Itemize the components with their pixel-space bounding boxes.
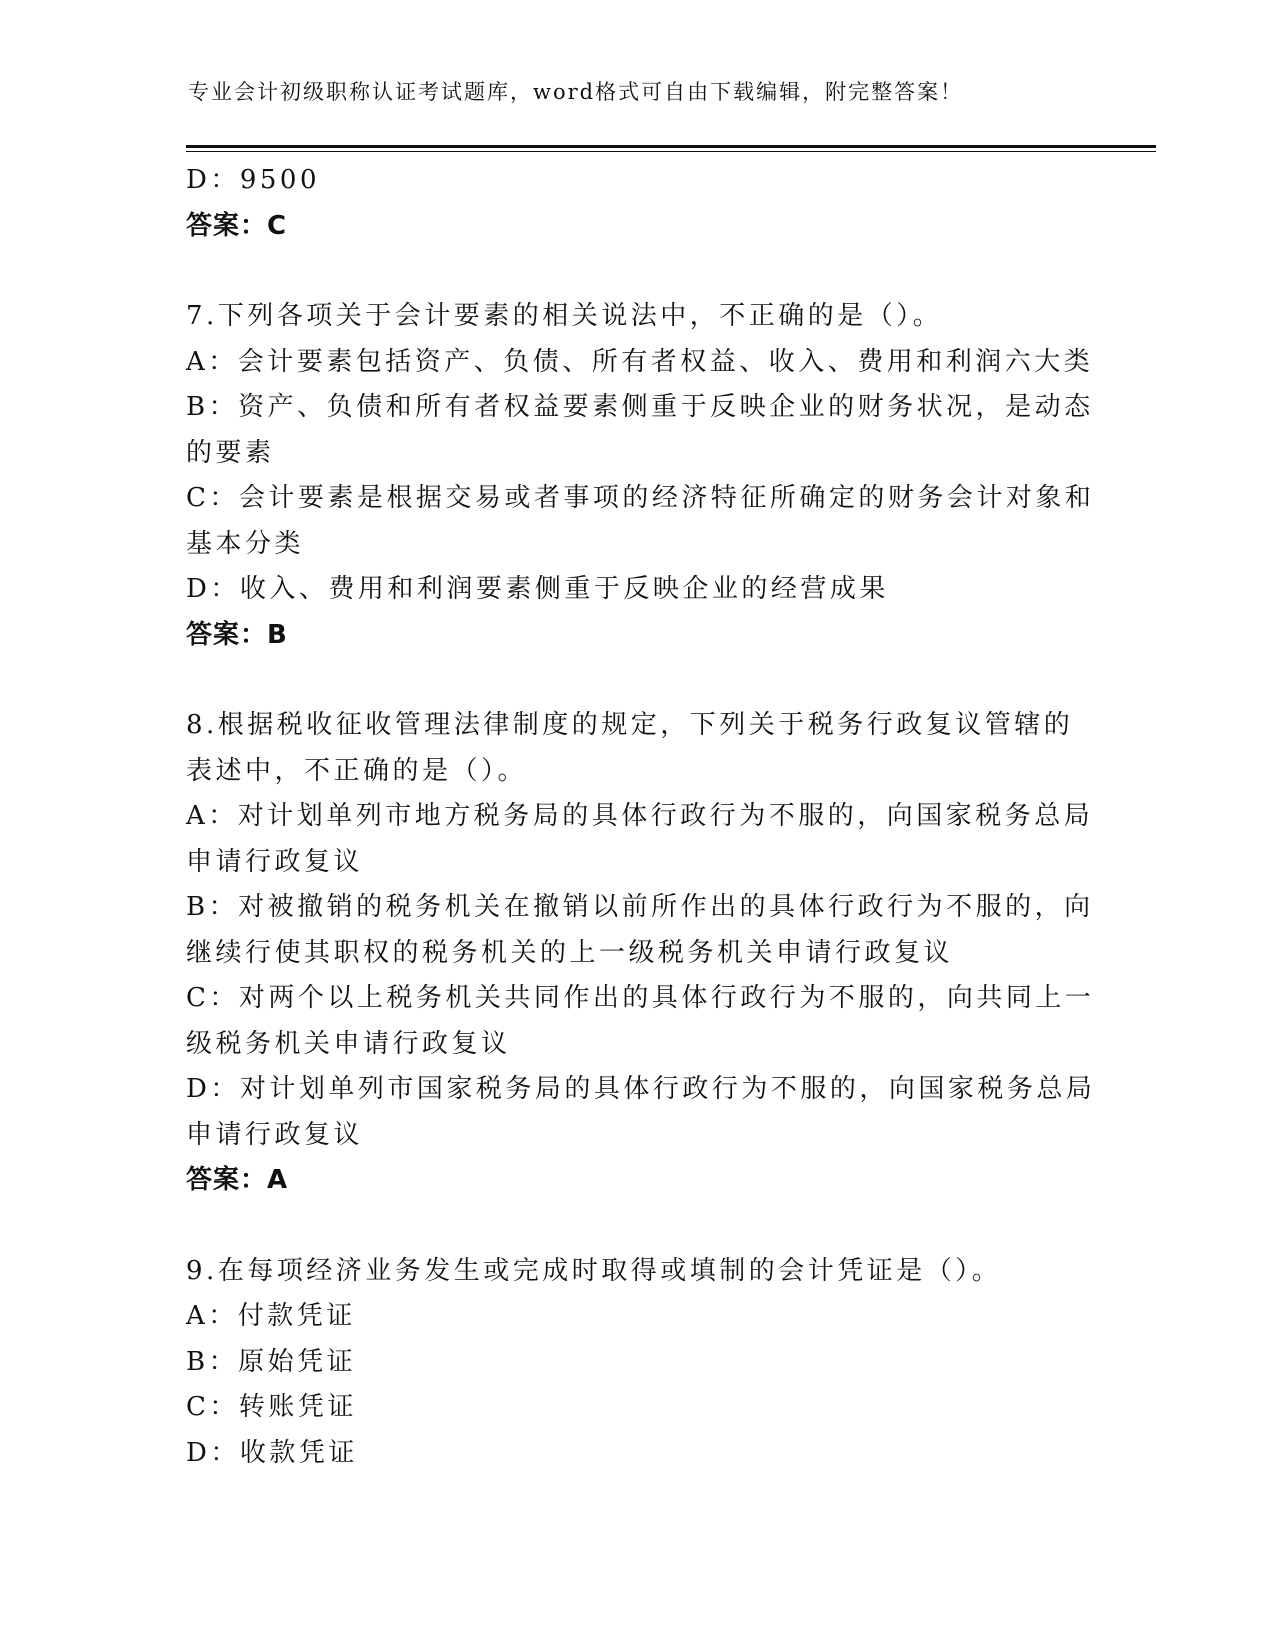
option-line: 基本分类 — [186, 528, 305, 559]
prev-answer: 答案：C — [186, 210, 288, 241]
spacer — [186, 1204, 1086, 1249]
option-line: 继续行使其职权的税务机关的上一级税务机关申请行政复议 — [186, 937, 954, 968]
option-line: C：会计要素是根据交易或者事项的经济特征所确定的财务会计对象和 — [186, 483, 1095, 513]
header-divider — [186, 145, 1156, 148]
question-stem-line: 9.在每项经济业务发生或完成时取得或填制的会计凭证是（）。 — [186, 1255, 1002, 1286]
question-block — [186, 1249, 1086, 1477]
page-header: 专业会计初级职称认证考试题库，word格式可自由下载编辑，附完整答案！ — [188, 80, 964, 104]
option-line: A：会计要素包括资产、负债、所有者权益、收入、费用和利润六大类 — [186, 346, 1094, 377]
option-line: D：收款凭证 — [186, 1437, 358, 1468]
option-line: 申请行政复议 — [186, 846, 364, 877]
question-stem-line: 8.根据税收征收管理法律制度的规定，下列关于税务行政复议管辖的 — [186, 710, 1074, 740]
option-line: B：原始凭证 — [186, 1346, 357, 1377]
option-line: 的要素 — [186, 437, 275, 468]
question-block — [186, 703, 1096, 1249]
option-line: D：收入、费用和利润要素侧重于反映企业的经营成果 — [186, 574, 889, 604]
question-block — [186, 294, 1095, 703]
option-line: C：对两个以上税务机关共同作出的具体行政行为不服的，向共同上一 — [186, 983, 1095, 1013]
option-line: D：对计划单列市国家税务局的具体行政行为不服的，向国家税务总局 — [186, 1074, 1096, 1104]
option-line: 申请行政复议 — [186, 1119, 364, 1150]
option-line: A：付款凭证 — [186, 1301, 356, 1331]
question-content — [186, 158, 1096, 1476]
question-stem-line: 表述中，不正确的是（）。 — [186, 755, 528, 786]
option-line: C：转账凭证 — [186, 1392, 357, 1422]
question-stem-line: 7.下列各项关于会计要素的相关说法中，不正确的是（）。 — [186, 301, 943, 331]
prev-option-d: D：9500 — [186, 165, 321, 195]
option-line: 级税务机关申请行政复议 — [186, 1028, 511, 1059]
option-line: B：对被撤销的税务机关在撤销以前所作出的具体行政行为不服的，向 — [186, 892, 1094, 922]
question-list — [186, 294, 1096, 1476]
option-line: A：对计划单列市地方税务局的具体行政行为不服的，向国家税务总局 — [186, 801, 1094, 831]
answer-line: 答案：B — [186, 619, 288, 650]
spacer — [186, 249, 1086, 294]
header-divider-thin — [186, 151, 1156, 152]
answer-line: 答案：A — [186, 1165, 289, 1195]
option-line: B：资产、负债和所有者权益要素侧重于反映企业的财务状况，是动态 — [186, 392, 1094, 422]
spacer — [186, 658, 1086, 703]
